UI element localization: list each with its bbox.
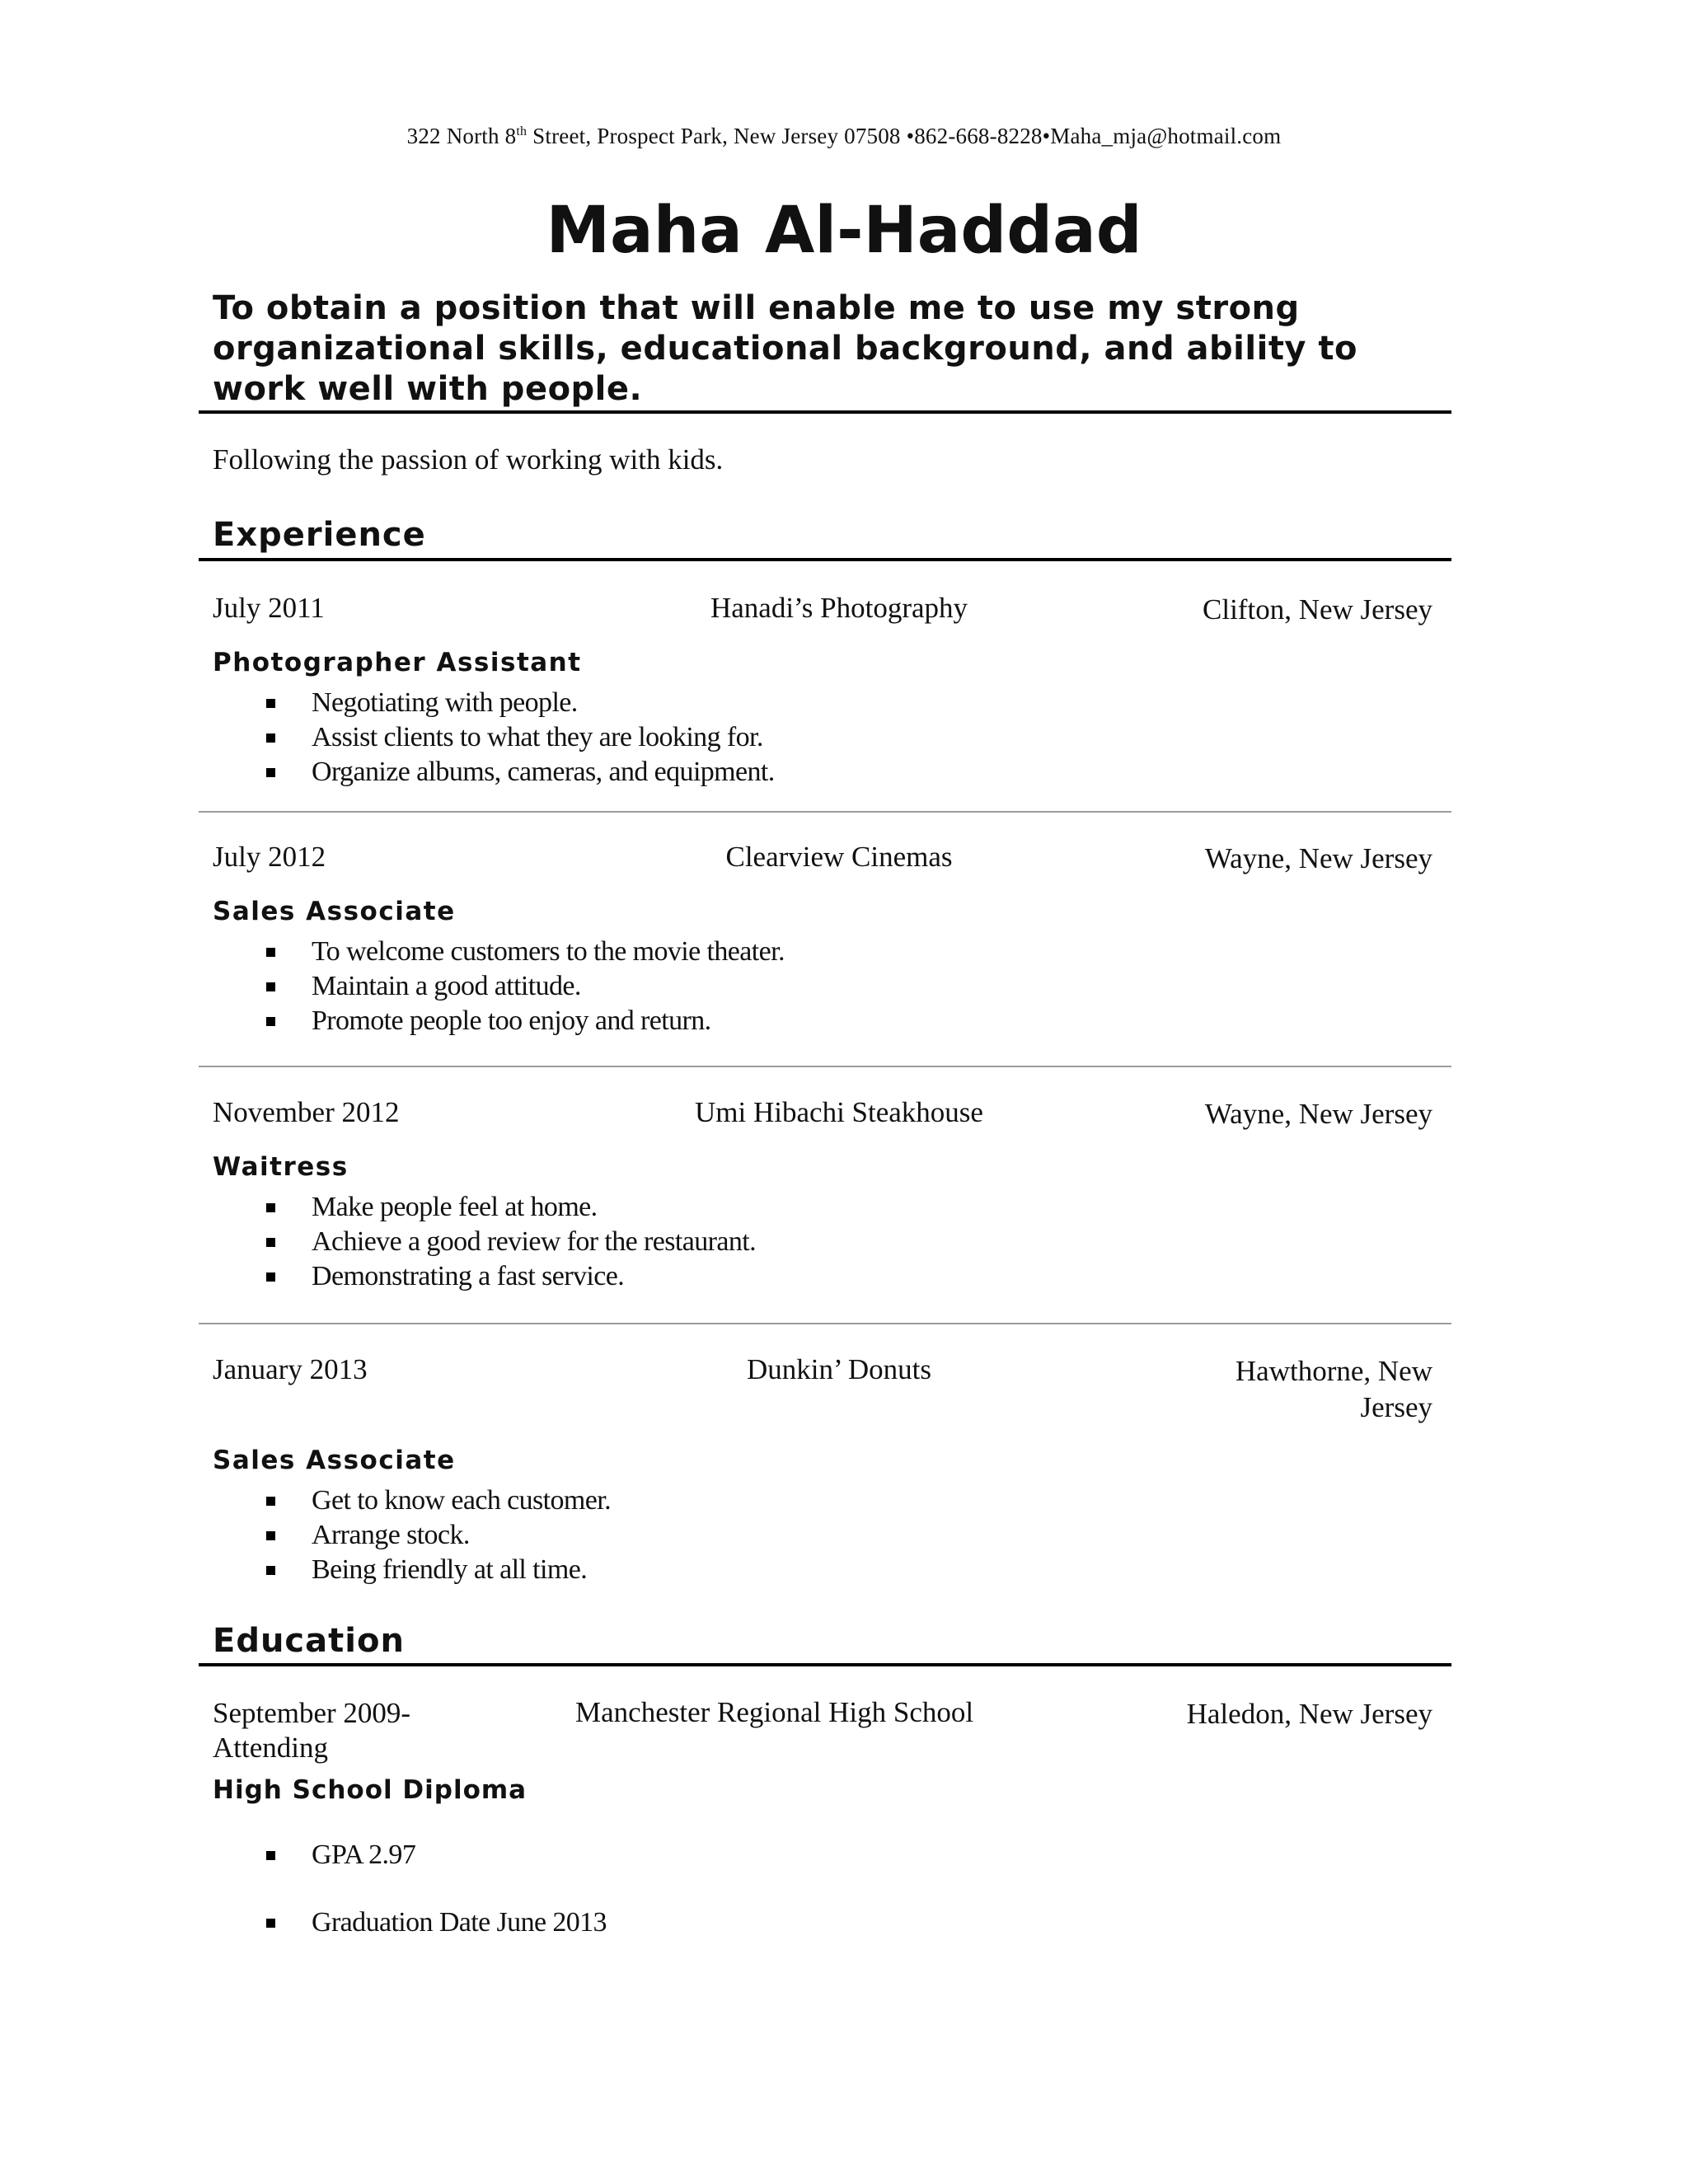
- job-location: Wayne, New Jersey: [1204, 842, 1432, 874]
- contact-street-suffix: th: [516, 124, 528, 138]
- job-location: Hawthorne, New Jersey: [1235, 1355, 1432, 1423]
- job-company: Dunkin’ Donuts: [747, 1353, 931, 1385]
- job-company: Hanadi’s Photography: [710, 592, 968, 624]
- job-company: Clearview Cinemas: [725, 841, 953, 873]
- education-location: Haledon, New Jersey: [1186, 1698, 1432, 1730]
- list-item: Get to know each customer.: [213, 1483, 611, 1518]
- job-duties: [213, 935, 785, 1038]
- square-bullet-icon: [266, 699, 275, 708]
- list-item: To welcome customers to the movie theater.: [213, 935, 785, 969]
- list-item: GPA 2.97: [213, 1838, 607, 1905]
- education-items: [213, 1838, 607, 1940]
- candidate-name: Maha Al-Haddad: [546, 194, 1142, 268]
- experience-divider: [199, 558, 1451, 561]
- education-degree: High School Diploma: [213, 1775, 528, 1805]
- education-date: September 2009- Attending: [213, 1697, 411, 1764]
- job-duties: [213, 1190, 756, 1294]
- list-item: Demonstrating a fast service.: [213, 1259, 756, 1294]
- job-company: Umi Hibachi Steakhouse: [695, 1096, 983, 1128]
- contact-line: [0, 124, 1688, 149]
- list-item: Being friendly at all time.: [213, 1553, 611, 1587]
- contact-phone: 862-668-8228: [914, 124, 1043, 148]
- list-item: Negotiating with people.: [213, 686, 775, 720]
- list-item: Organize albums, cameras, and equipment.: [213, 755, 775, 790]
- job-duties: [213, 1483, 611, 1587]
- square-bullet-icon: [266, 1272, 275, 1282]
- contact-email[interactable]: Maha_mja@hotmail.com: [1050, 124, 1282, 148]
- job-divider: [199, 1066, 1451, 1067]
- square-bullet-icon: [266, 948, 275, 957]
- job-divider: [199, 1323, 1451, 1324]
- list-item: Maintain a good attitude.: [213, 969, 785, 1004]
- square-bullet-icon: [266, 1566, 275, 1575]
- objective-divider: [199, 410, 1451, 414]
- objective-statement: To obtain a position that will enable me to use my strong organizational skills, educational background, and ability to work well with people.: [213, 289, 1358, 408]
- education-school: Manchester Regional High School: [575, 1696, 974, 1728]
- list-item: Make people feel at home.: [213, 1190, 756, 1225]
- job-header: [213, 1353, 1432, 1427]
- job-title: Photographer Assistant: [213, 648, 582, 677]
- job-date: November 2012: [213, 1096, 400, 1128]
- square-bullet-icon: [266, 1017, 275, 1026]
- square-bullet-icon: [266, 1531, 275, 1540]
- square-bullet-icon: [266, 1497, 275, 1506]
- job-date: January 2013: [213, 1353, 368, 1385]
- contact-separator: •: [1042, 124, 1051, 148]
- education-divider: [199, 1663, 1451, 1666]
- square-bullet-icon: [266, 1203, 275, 1212]
- job-date: July 2012: [213, 841, 326, 873]
- square-bullet-icon: [266, 733, 275, 743]
- square-bullet-icon: [266, 1919, 275, 1928]
- contact-separator: •: [906, 124, 915, 148]
- square-bullet-icon: [266, 1238, 275, 1247]
- summary-text: Following the passion of working with kids.: [213, 443, 724, 476]
- job-divider: [199, 811, 1451, 813]
- experience-heading: Experience: [213, 516, 426, 554]
- list-item: Promote people too enjoy and return.: [213, 1004, 785, 1038]
- square-bullet-icon: [266, 1851, 275, 1860]
- square-bullet-icon: [266, 982, 275, 991]
- list-item: Arrange stock.: [213, 1518, 611, 1553]
- list-item: Achieve a good review for the restaurant.: [213, 1225, 756, 1259]
- job-title: Sales Associate: [213, 897, 456, 926]
- job-location: Wayne, New Jersey: [1204, 1098, 1432, 1130]
- contact-address: Street, Prospect Park, New Jersey 07508: [527, 124, 907, 148]
- list-item: Graduation Date June 2013: [213, 1905, 607, 1940]
- square-bullet-icon: [266, 768, 275, 777]
- education-heading: Education: [213, 1622, 405, 1660]
- job-location: Clifton, New Jersey: [1203, 593, 1432, 626]
- list-item: Assist clients to what they are looking for.: [213, 720, 775, 755]
- job-title: Waitress: [213, 1152, 349, 1182]
- job-header: [213, 841, 1432, 882]
- job-date: July 2011: [213, 592, 325, 624]
- job-header: [213, 1096, 1432, 1137]
- contact-street: 322 North 8: [406, 124, 517, 148]
- job-header: [213, 592, 1432, 633]
- education-header: [213, 1696, 1432, 1770]
- job-duties: [213, 686, 775, 790]
- job-title: Sales Associate: [213, 1446, 456, 1475]
